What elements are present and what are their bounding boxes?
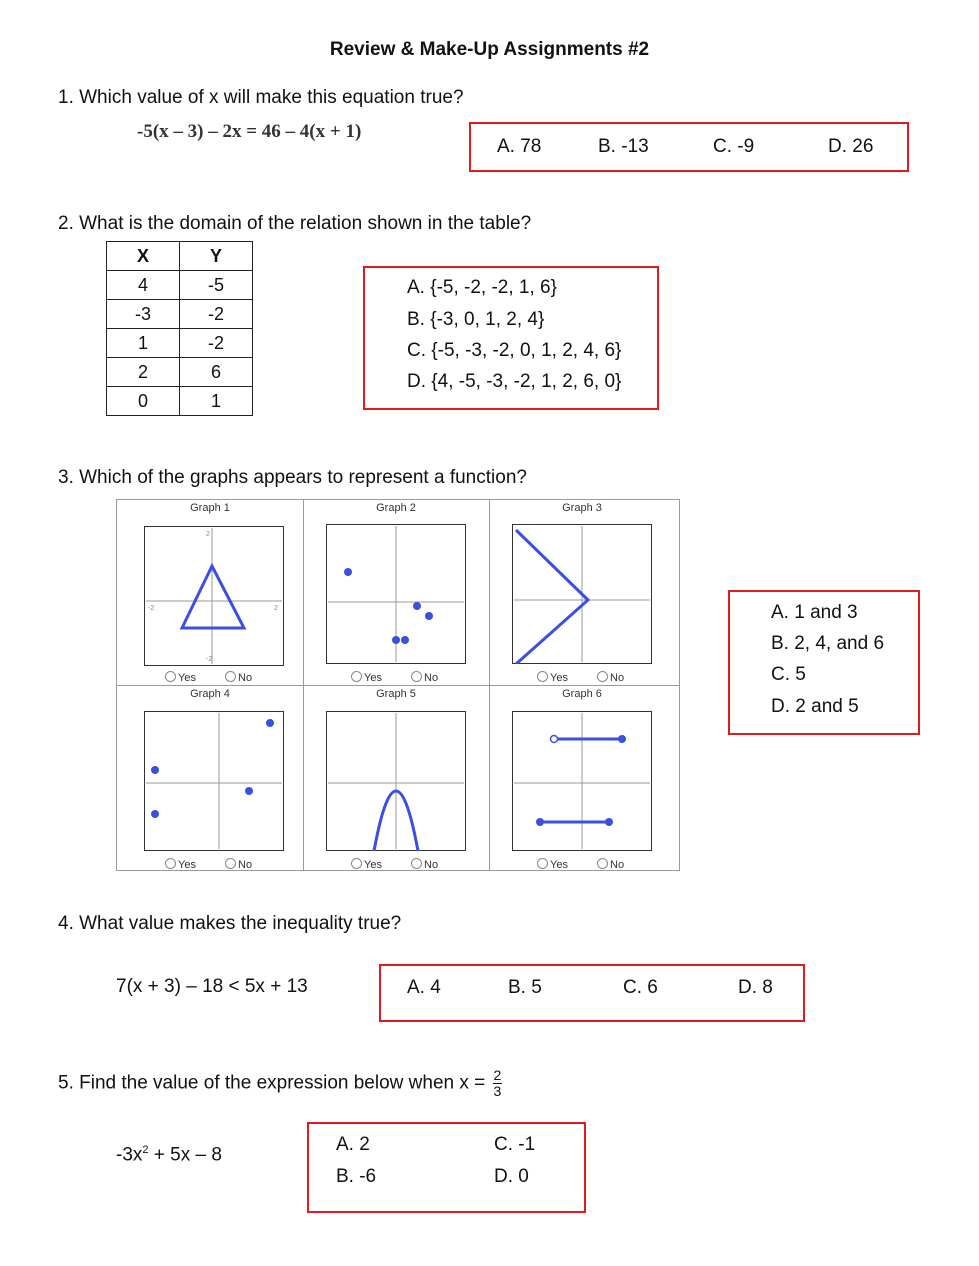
table-cell: 2 — [107, 358, 180, 387]
table-cell: -2 — [180, 329, 253, 358]
graph-5-panel — [303, 686, 489, 871]
question-4: 4. What value makes the inequality true? — [58, 913, 402, 934]
graph-3-plot — [512, 524, 652, 664]
table-cell: 1 — [180, 387, 253, 416]
q5-option-c[interactable]: C. -1 — [494, 1134, 536, 1155]
graph-4-plot — [144, 711, 284, 851]
graph-2-no[interactable]: No — [411, 671, 438, 684]
expr-part: + 5x – 8 — [148, 1144, 222, 1166]
q3-option-b[interactable]: B. 2, 4, and 6 — [771, 633, 885, 654]
svg-text:2: 2 — [206, 531, 210, 538]
q1-equation: -5(x – 3) – 2x = 46 – 4(x + 1) — [137, 121, 362, 142]
graph-1-plot — [144, 526, 284, 666]
graph-2-plot — [326, 524, 466, 664]
graph-6-no[interactable]: No — [597, 858, 624, 871]
q4-option-c[interactable]: C. 6 — [623, 977, 658, 998]
svg-text:-2: -2 — [206, 656, 213, 663]
graph-2-yes[interactable]: Yes — [351, 671, 382, 684]
graph-3-yes[interactable]: Yes — [537, 671, 568, 684]
q2-option-d[interactable]: D. {4, -5, -3, -2, 1, 2, 6, 0} — [407, 371, 622, 392]
graph-4-panel — [117, 686, 303, 871]
table-cell: -5 — [180, 271, 253, 300]
q5-answer-box — [307, 1122, 586, 1213]
q4-option-a[interactable]: A. 4 — [407, 977, 441, 998]
graph-6-panel — [489, 686, 675, 871]
graph-3-no[interactable]: No — [597, 671, 624, 684]
fraction-numerator: 2 — [493, 1067, 502, 1083]
graph-5-yes[interactable]: Yes — [351, 858, 382, 871]
graph-5-title: Graph 5 — [376, 688, 416, 700]
expr-part: -3x — [116, 1144, 143, 1166]
graph-3-title: Graph 3 — [562, 502, 602, 514]
table-cell: -2 — [180, 300, 253, 329]
table-cell: 0 — [107, 387, 180, 416]
graph-1-title: Graph 1 — [190, 502, 230, 514]
graph-2-title: Graph 2 — [376, 502, 416, 514]
table-cell: -3 — [107, 300, 180, 329]
table-header-x: X — [107, 242, 180, 271]
graph-4-title: Graph 4 — [190, 688, 230, 700]
svg-text:2: 2 — [274, 605, 278, 612]
question-5-text: 5. Find the value of the expression below when x = — [58, 1072, 486, 1094]
q1-option-a[interactable]: A. 78 — [497, 136, 542, 157]
q2-answer-box — [363, 266, 659, 410]
graphs-grid — [116, 499, 680, 871]
q5-option-d[interactable]: D. 0 — [494, 1166, 529, 1187]
graph-1-panel — [117, 500, 303, 685]
q2-option-c[interactable]: C. {-5, -3, -2, 0, 1, 2, 4, 6} — [407, 340, 622, 361]
graph-4-no[interactable]: No — [225, 858, 252, 871]
relation-table — [106, 241, 253, 416]
question-2: 2. What is the domain of the relation shown in the table? — [58, 213, 532, 234]
graph-3-panel — [489, 500, 675, 685]
graph-1-yes[interactable]: Yes — [165, 671, 196, 684]
table-cell: 4 — [107, 271, 180, 300]
graph-5-plot — [326, 711, 466, 851]
question-3: 3. Which of the graphs appears to represent a function? — [58, 467, 527, 488]
graph-2-panel — [303, 500, 489, 685]
q2-option-a[interactable]: A. {-5, -2, -2, 1, 6} — [407, 277, 557, 298]
q1-option-d[interactable]: D. 26 — [828, 136, 874, 157]
graph-6-title: Graph 6 — [562, 688, 602, 700]
q3-option-a[interactable]: A. 1 and 3 — [771, 602, 858, 623]
graph-1-no[interactable]: No — [225, 671, 252, 684]
q3-option-c[interactable]: C. 5 — [771, 664, 806, 685]
q1-option-b[interactable]: B. -13 — [598, 136, 649, 157]
q3-answer-box — [728, 590, 920, 735]
q1-answer-box — [469, 122, 909, 172]
fraction-denominator: 3 — [493, 1083, 502, 1099]
page-title: Review & Make-Up Assignments #2 — [329, 39, 650, 60]
svg-text:-2: -2 — [148, 605, 155, 612]
q1-option-c[interactable]: C. -9 — [713, 136, 755, 157]
graph-5-no[interactable]: No — [411, 858, 438, 871]
q3-option-d[interactable]: D. 2 and 5 — [771, 696, 859, 717]
table-header-y: Y — [180, 242, 253, 271]
q4-option-d[interactable]: D. 8 — [738, 977, 773, 998]
q4-answer-box — [379, 964, 805, 1022]
q4-option-b[interactable]: B. 5 — [508, 977, 542, 998]
question-1: 1. Which value of x will make this equation true? — [58, 87, 464, 108]
q2-option-b[interactable]: B. {-3, 0, 1, 2, 4} — [407, 309, 545, 330]
q5-option-b[interactable]: B. -6 — [336, 1166, 377, 1187]
graph-4-yes[interactable]: Yes — [165, 858, 196, 871]
q5-expression — [116, 1144, 222, 1166]
table-cell: 6 — [180, 358, 253, 387]
graph-6-yes[interactable]: Yes — [537, 858, 568, 871]
q5-fraction — [493, 1068, 503, 1099]
expr-exponent: 2 — [142, 1144, 149, 1156]
question-5 — [58, 1068, 502, 1099]
q5-option-a[interactable]: A. 2 — [336, 1134, 370, 1155]
graph-6-plot — [512, 711, 652, 851]
q4-inequality: 7(x + 3) – 18 < 5x + 13 — [116, 976, 308, 997]
table-cell: 1 — [107, 329, 180, 358]
